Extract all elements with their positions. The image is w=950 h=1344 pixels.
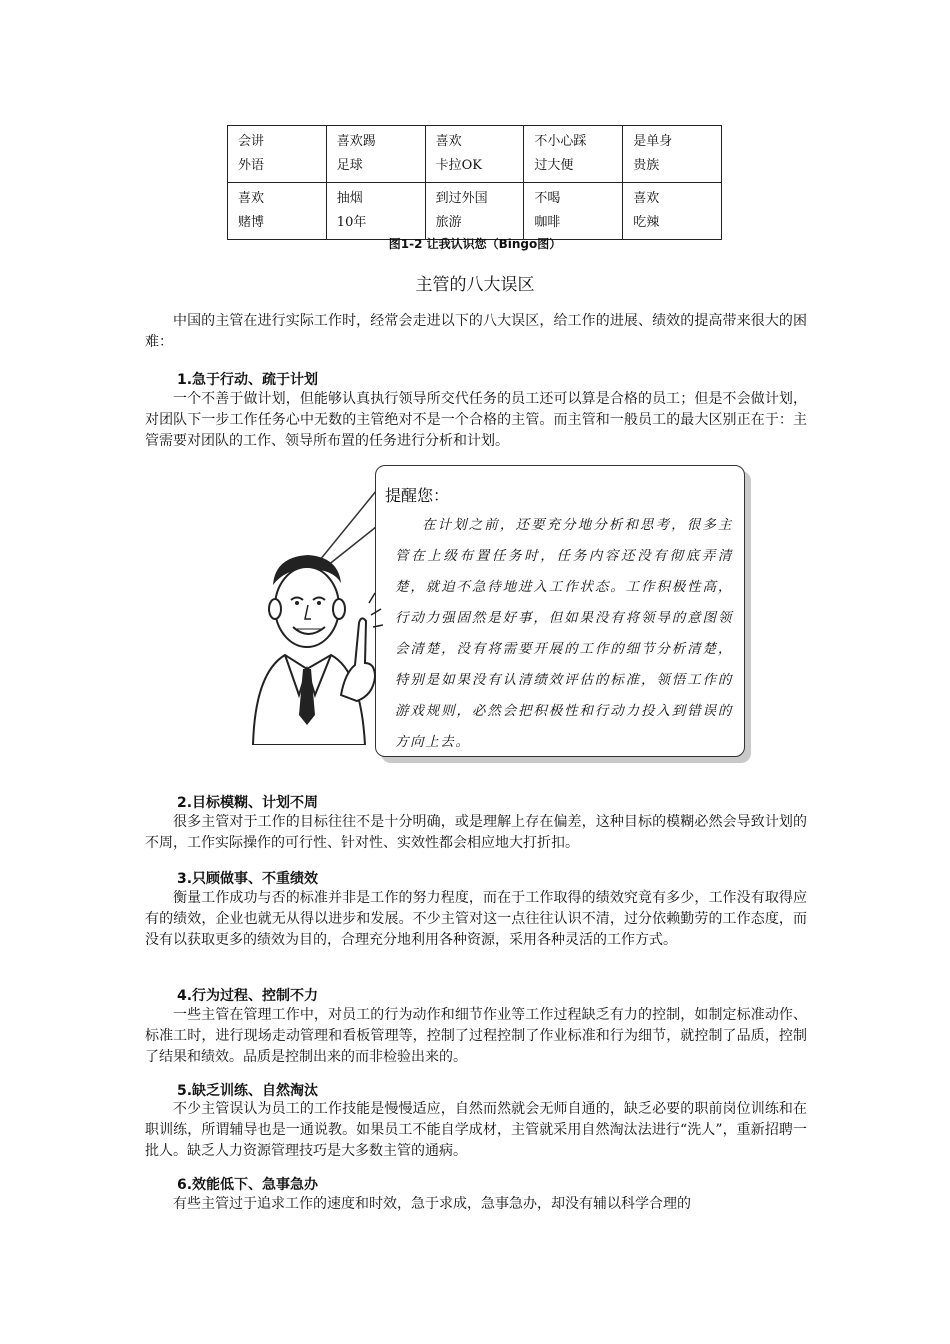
section-paragraph: 一个不善于做计划，但能够认真执行领导所交代任务的员工还可以算是合格的员工；但是不会做计划，对团队下一步工作任务心中无数的主管绝对不是一个合格的主管。而主管和一般员工的最大区别正在于：主管需要对团队的工作、领导所布置的任务进行分析和计划。: [145, 391, 807, 449]
table-cell: 不小心踩 过大便: [524, 126, 623, 183]
section-heading: 2.目标模糊、计划不周: [177, 795, 319, 811]
table-row: [228, 126, 722, 183]
section-heading: 5.缺乏训练、自然淘汰: [177, 1083, 319, 1099]
intro-paragraph: 中国的主管在进行实际工作时，经常会走进以下的八大误区，给工作的进展、绩效的提高带来很大的困难：: [145, 313, 807, 350]
tip-title: 提醒您：: [385, 486, 450, 505]
table-row: [228, 183, 722, 240]
figure-caption: 图1-2 让我认识您（Bingo图）: [388, 237, 562, 251]
table-cell: 喜欢 吃辣: [623, 183, 722, 240]
section-paragraph: 很多主管对于工作的目标往往不是十分明确，或是理解上存在偏差，这种目标的模糊必然会导致计划的不周，工作实际操作的可行性、针对性、实效性都会相应地大打折扣。: [145, 814, 807, 851]
tip-text: 在计划之前，还要充分地分析和思考，很多主管在上级布置任务时，任务内容还没有彻底弄清楚，就迫不急待地进入工作状态。工作积极性高，行动力强固然是好事，但如果没有将领导的意图领会清楚，没有将需要开展的工作的细节分析清楚，特别是如果没有认清绩效评估的标准，领悟工作的游戏规则，必然会把积极性和行动力投入到错误的方向上去。: [395, 517, 733, 750]
bingo-table: [227, 125, 722, 240]
section-heading: 4.行为过程、控制不力: [177, 988, 319, 1004]
section-heading: 6.效能低下、急事急办: [177, 1177, 319, 1193]
table-cell: 喜欢 卡拉OK: [425, 126, 524, 183]
section-heading: 3.只顾做事、不重绩效: [177, 871, 319, 887]
table-cell: 抽烟 10年: [326, 183, 425, 240]
tip-callout: [233, 465, 753, 770]
man-pointing-finger-icon: [233, 545, 383, 745]
section-paragraph: 不少主管误认为员工的工作技能是慢慢适应，自然而然就会无师自通的，缺乏必要的职前岗位训练和在职训练，所谓辅导也是一通说教。如果员工不能自学成材，主管就采用自然淘汰法进行“洗人”，重新招聘一批人。缺乏人力资源管理技巧是大多数主管的通病。: [145, 1101, 807, 1159]
page-title: 主管的八大误区: [415, 275, 535, 295]
table-cell: 喜欢踢 足球: [326, 126, 425, 183]
section-paragraph: 一些主管在管理工作中，对员工的行为动作和细节作业等工作过程缺乏有力的控制，如制定标准动作、标准工时，进行现场走动管理和看板管理等，控制了过程控制了作业标准和行为细节，就控制了品质，控制了结果和绩效。品质是控制出来的而非检验出来的。: [145, 1007, 807, 1065]
table-cell: 是单身 贵族: [623, 126, 722, 183]
section-paragraph: 有些主管过于追求工作的速度和时效，急于求成，急事急办，却没有辅以科学合理的: [173, 1196, 691, 1212]
table-cell: 会讲 外语: [228, 126, 327, 183]
section-heading: 1.急于行动、疏于计划: [177, 372, 319, 388]
table-cell: 喜欢 赌博: [228, 183, 327, 240]
table-cell: 到过外国 旅游: [425, 183, 524, 240]
section-paragraph: 衡量工作成功与否的标准并非是工作的努力程度，而在于工作取得的绩效究竟有多少，工作没有取得应有的绩效，企业也就无从得以进步和发展。不少主管对这一点往往认识不清，过分依赖勤劳的工作态度，而没有以获取更多的绩效为目的，合理充分地利用各种资源，采用各种灵活的工作方式。: [145, 890, 807, 948]
table-cell: 不喝 咖啡: [524, 183, 623, 240]
